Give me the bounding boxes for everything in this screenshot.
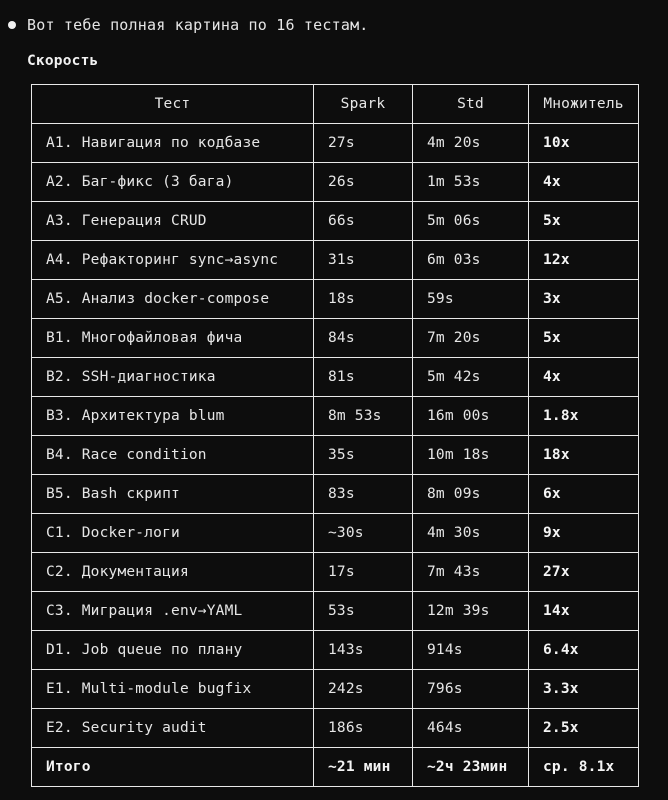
cell-spark: 143s [314,631,413,670]
cell-multiplier: 5x [529,202,639,241]
header-multiplier: Множитель [529,85,639,124]
cell-multiplier: 4x [529,163,639,202]
cell-test: A5. Анализ docker-compose [32,280,314,319]
table-row [32,631,639,670]
cell-multiplier: 27x [529,553,639,592]
table-row [32,475,639,514]
cell-multiplier: 1.8x [529,397,639,436]
table-row [32,709,639,748]
header-test: Тест [32,85,314,124]
table-row [32,397,639,436]
table-header-row [32,85,639,124]
cell-spark: 242s [314,670,413,709]
section-title: Скорость [27,53,99,69]
cell-test: C1. Docker-логи [32,514,314,553]
cell-std: 7m 43s [413,553,529,592]
cell-std: 4m 30s [413,514,529,553]
intro-message [8,14,369,36]
speed-table [31,84,639,787]
cell-test: C3. Миграция .env→YAML [32,592,314,631]
table-row [32,163,639,202]
cell-multiplier: 14x [529,592,639,631]
cell-multiplier: 6.4x [529,631,639,670]
cell-test: B3. Архитектура blum [32,397,314,436]
cell-test: A4. Рефакторинг sync→async [32,241,314,280]
header-std: Std [413,85,529,124]
cell-spark: 27s [314,124,413,163]
cell-std: 7m 20s [413,319,529,358]
cell-std: 16m 00s [413,397,529,436]
cell-test: E1. Multi-module bugfix [32,670,314,709]
total-row [32,748,639,787]
cell-std: 59s [413,280,529,319]
cell-multiplier: 12x [529,241,639,280]
cell-multiplier: 3x [529,280,639,319]
cell-spark: 83s [314,475,413,514]
cell-multiplier: 9x [529,514,639,553]
table-row [32,280,639,319]
cell-test: B2. SSH-диагностика [32,358,314,397]
cell-spark: 35s [314,436,413,475]
cell-test: D1. Job queue по плану [32,631,314,670]
cell-spark: 18s [314,280,413,319]
cell-test: B5. Bash скрипт [32,475,314,514]
table-row [32,592,639,631]
cell-test: A3. Генерация CRUD [32,202,314,241]
total-std: ~2ч 23мин [413,748,529,787]
cell-std: 4m 20s [413,124,529,163]
cell-std: 796s [413,670,529,709]
cell-std: 10m 18s [413,436,529,475]
cell-multiplier: 10x [529,124,639,163]
table-row [32,436,639,475]
table-row [32,514,639,553]
cell-std: 5m 06s [413,202,529,241]
total-spark: ~21 мин [314,748,413,787]
cell-spark: 84s [314,319,413,358]
cell-std: 914s [413,631,529,670]
cell-test: A1. Навигация по кодбазе [32,124,314,163]
cell-spark: 53s [314,592,413,631]
cell-std: 464s [413,709,529,748]
cell-spark: 66s [314,202,413,241]
total-multiplier: ср. 8.1x [529,748,639,787]
cell-multiplier: 2.5x [529,709,639,748]
cell-std: 12m 39s [413,592,529,631]
cell-std: 8m 09s [413,475,529,514]
cell-test: E2. Security audit [32,709,314,748]
cell-spark: 186s [314,709,413,748]
table-row [32,241,639,280]
cell-std: 1m 53s [413,163,529,202]
bullet-icon [8,21,16,29]
cell-multiplier: 18x [529,436,639,475]
total-label: Итого [32,748,314,787]
cell-multiplier: 5x [529,319,639,358]
intro-text: Вот тебе полная картина по 16 тестам. [27,16,369,34]
cell-multiplier: 4x [529,358,639,397]
cell-spark: 8m 53s [314,397,413,436]
table-row [32,202,639,241]
cell-test: B1. Многофайловая фича [32,319,314,358]
cell-std: 6m 03s [413,241,529,280]
cell-spark: 31s [314,241,413,280]
cell-test: B4. Race condition [32,436,314,475]
cell-test: C2. Документация [32,553,314,592]
table-row [32,358,639,397]
cell-multiplier: 3.3x [529,670,639,709]
cell-std: 5m 42s [413,358,529,397]
table-row [32,670,639,709]
header-spark: Spark [314,85,413,124]
table-row [32,553,639,592]
cell-spark: 26s [314,163,413,202]
cell-spark: 17s [314,553,413,592]
table-row [32,124,639,163]
cell-test: A2. Баг-фикс (3 бага) [32,163,314,202]
cell-multiplier: 6x [529,475,639,514]
cell-spark: ~30s [314,514,413,553]
cell-spark: 81s [314,358,413,397]
table-row [32,319,639,358]
